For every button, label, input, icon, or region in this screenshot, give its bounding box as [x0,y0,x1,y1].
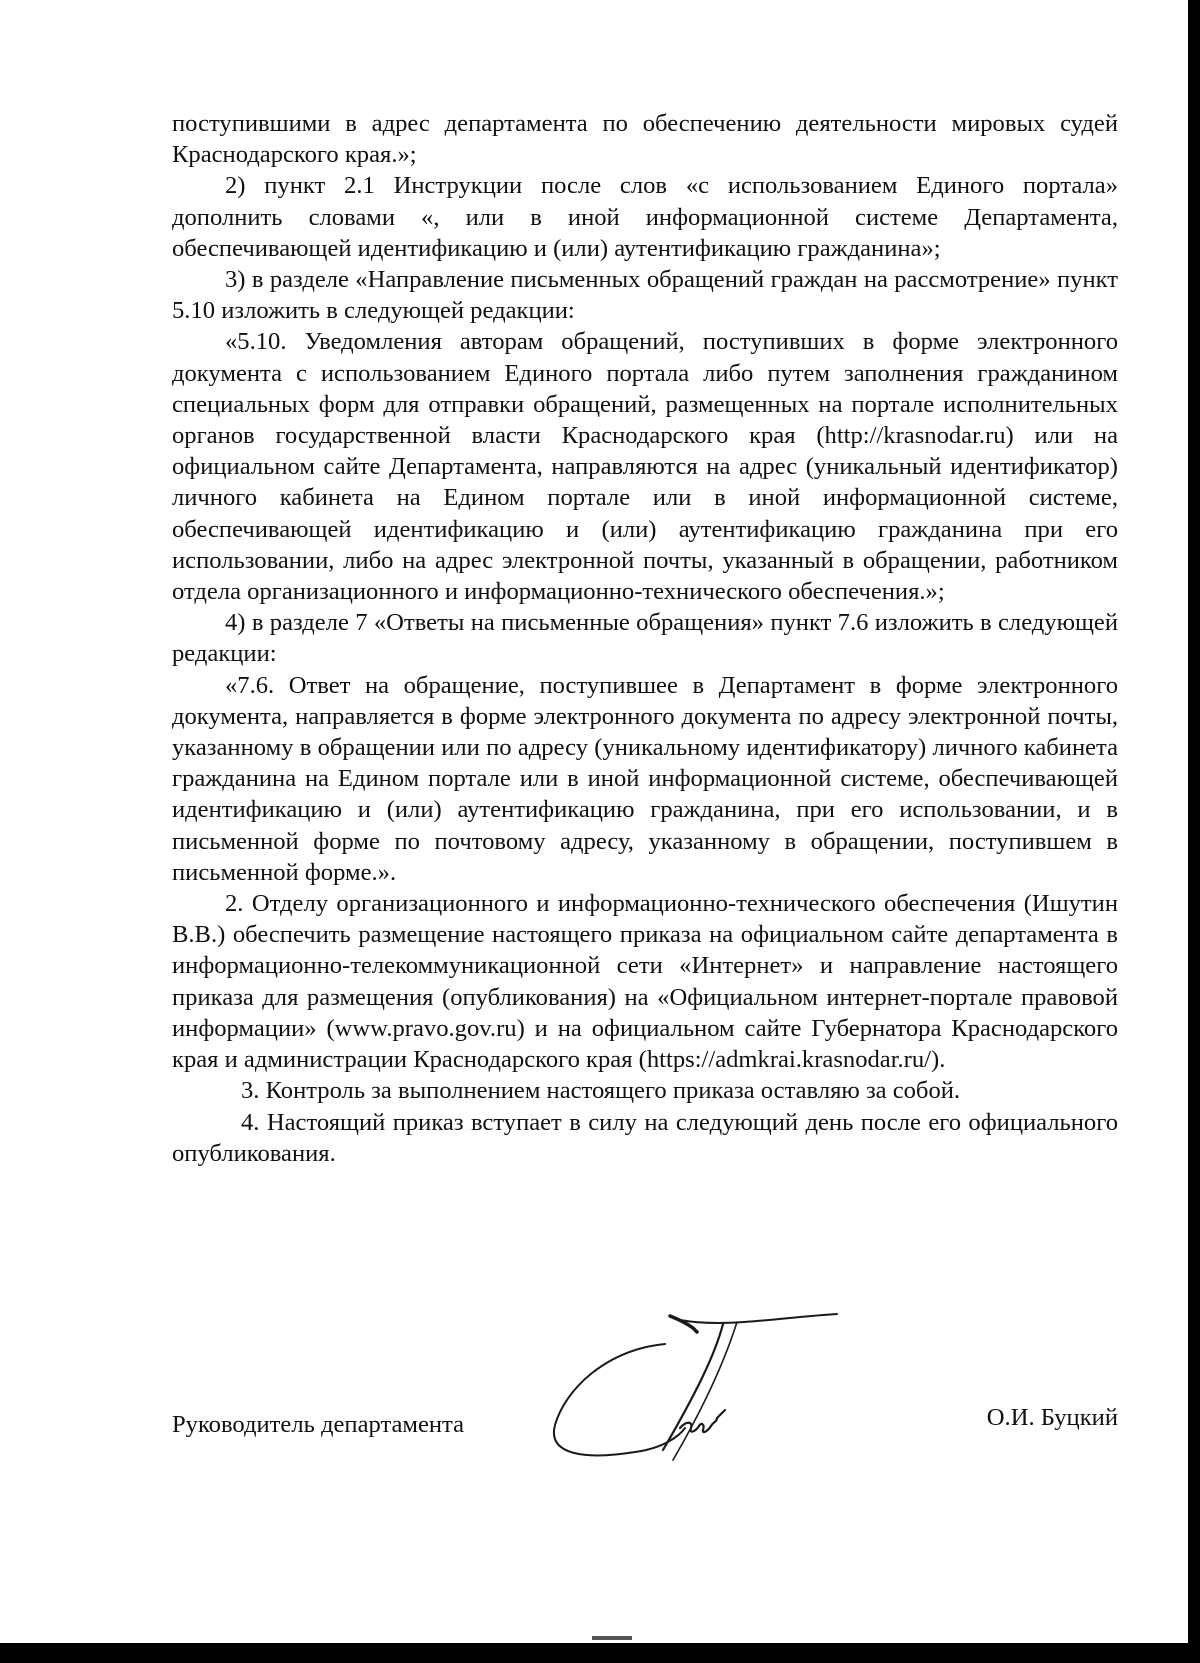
signature-hook [670,1316,697,1332]
signature-diagonal-2 [673,1322,737,1460]
paragraph-order-3: 3. Контроль за выполнением настоящего приказа оставляю за собой. [241,1077,961,1105]
scan-border-bottom [0,1643,1200,1663]
paragraph-order-4: 4. Настоящий приказ вступает в силу на следующий день после его официального опубликования. [172,1108,1118,1167]
handwritten-signature [545,1310,845,1480]
scan-artifact-mark [592,1636,632,1640]
paragraph-order-2: 2. Отделу организационного и информационно-технического обеспечения (Ишутин В.В.) обеспечить размещение настоящего приказа на официальном сайте департамента в информационно-телекоммуникационной сети «Интернет» и направление настоящего приказа для размещения (опубликования) на «Официальном интернет-портале правовой информации» (www.pravo.gov.ru) и на официальном сайте Губернатора Краснодарского края и администрации Краснодарского края (https://admkrai.krasnodar.ru/). [172,890,1118,1074]
paragraph-item-3: 3) в разделе «Направление письменных обращений граждан на рассмотрение» пункт 5.10 изложить в следующей редакции: [172,266,1118,325]
paragraph-continuation: поступившими в адрес департамента по обеспечению деятельности мировых судей Краснодарского края.»; [172,110,1118,169]
paragraph-item-4: 4) в разделе 7 «Ответы на письменные обращения» пункт 7.6 изложить в следующей редакции: [172,609,1118,668]
signatory-position: Руководитель департамента [172,1411,465,1438]
paragraph-item-2: 2) пункт 2.1 Инструкции после слов «с использованием Единого портала» дополнить словами «, или в иной информационной системе Департамента, обеспечивающей идентификацию и (или) аутентификацию гражданина»; [172,172,1118,262]
signature-block [172,1397,1118,1437]
scan-border-right [1188,0,1200,1663]
paragraph-clause-7-6: «7.6. Ответ на обращение, поступившее в Департамент в форме электронного документа, направляется в форме электронного документа по адресу электронной почты, указанному в обращении или по адресу (уникальному идентификатору) личного кабинета гражданина на Едином портале или в иной информационной системе, обеспечивающей идентификацию и (или) аутентификацию гражданина, при его использовании, и в письменной форме по почтовому адресу, указанному в обращении, поступившем в письменной форме.». [172,671,1118,886]
paragraph-clause-5-10: «5.10. Уведомления авторам обращений, поступивших в форме электронного документа с использованием Единого портала либо путем заполнения гражданином специальных форм для отправки обращений, размещенных на портале исполнительных органов государственной власти Краснодарского края (http://krasnodar.ru) или на официальном сайте Департамента, направляются на адрес (уникальный идентификатор) личного кабинета на Едином портале или в иной информационной системе, обеспечивающей идентификацию и (или) аутентификацию гражданина при его использовании, либо на адрес электронной почты, указанный в обращении, работником отдела организационного и информационно-технического обеспечения.»; [172,328,1118,606]
document-body [172,108,1118,1169]
signature-top-stroke [680,1314,837,1323]
signatory-name: О.И. Буцкий [986,1404,1118,1431]
